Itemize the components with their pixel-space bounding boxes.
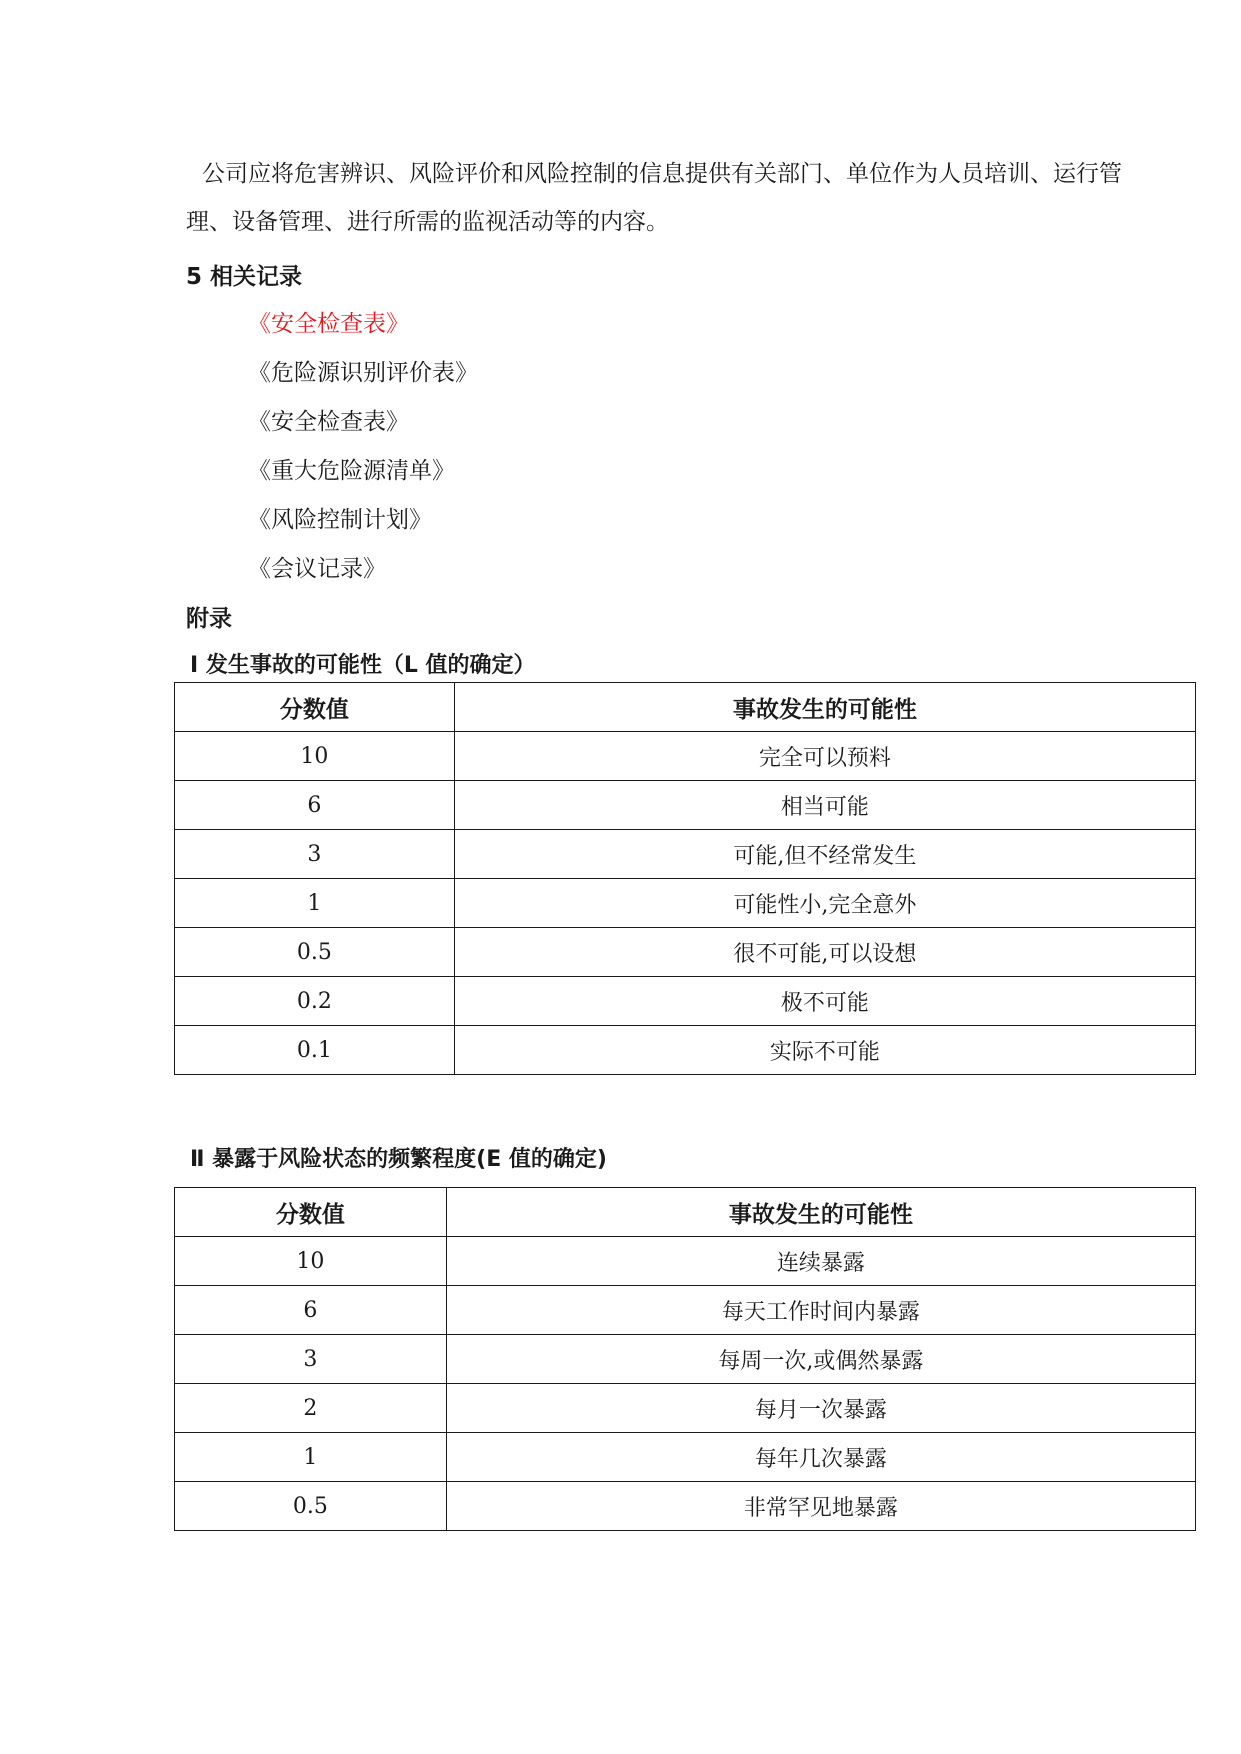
table-row <box>175 879 1196 928</box>
score-cell: 1 <box>175 879 455 928</box>
table-row <box>175 781 1196 830</box>
exposure-table <box>174 1187 1196 1531</box>
description-cell: 相当可能 <box>454 781 1195 830</box>
description-cell: 很不可能,可以设想 <box>454 928 1195 977</box>
score-cell: 6 <box>175 1286 447 1335</box>
column-header-score: 分数值 <box>175 1188 447 1237</box>
record-item: 《会议记录》 <box>248 556 386 582</box>
table-row <box>175 732 1196 781</box>
table-1-title: Ⅰ 发生事故的可能性（L 值的确定） <box>190 653 536 678</box>
table-row <box>175 1384 1196 1433</box>
column-header-score: 分数值 <box>175 683 455 732</box>
table-row <box>175 977 1196 1026</box>
description-cell: 可能,但不经常发生 <box>454 830 1195 879</box>
record-item: 《重大危险源清单》 <box>248 458 455 484</box>
score-cell: 1 <box>175 1433 447 1482</box>
table-row <box>175 1433 1196 1482</box>
intro-paragraph: 公司应将危害辨识、风险评价和风险控制的信息提供有关部门、单位作为人员培训、运行管理、设备管理、进行所需的监视活动等的内容。 <box>186 161 1122 235</box>
score-cell: 0.2 <box>175 977 455 1026</box>
description-cell: 每年几次暴露 <box>446 1433 1195 1482</box>
description-cell: 实际不可能 <box>454 1026 1195 1075</box>
description-cell: 每周一次,或偶然暴露 <box>446 1335 1195 1384</box>
score-cell: 10 <box>175 732 455 781</box>
description-cell: 非常罕见地暴露 <box>446 1482 1195 1531</box>
table-header-row <box>175 683 1196 732</box>
description-cell: 每月一次暴露 <box>446 1384 1195 1433</box>
table-row <box>175 830 1196 879</box>
score-cell: 3 <box>175 1335 447 1384</box>
table-row <box>175 1335 1196 1384</box>
column-header-description: 事故发生的可能性 <box>446 1188 1195 1237</box>
table-row <box>175 928 1196 977</box>
description-cell: 连续暴露 <box>446 1237 1195 1286</box>
score-cell: 2 <box>175 1384 447 1433</box>
table-header-row <box>175 1188 1196 1237</box>
description-cell: 完全可以预料 <box>454 732 1195 781</box>
description-cell: 可能性小,完全意外 <box>454 879 1195 928</box>
column-header-description: 事故发生的可能性 <box>454 683 1195 732</box>
likelihood-table <box>174 682 1196 1075</box>
record-item: 《安全检查表》 <box>248 311 409 337</box>
table-row <box>175 1237 1196 1286</box>
table-row <box>175 1286 1196 1335</box>
score-cell: 0.1 <box>175 1026 455 1075</box>
record-item: 《危险源识别评价表》 <box>248 360 478 386</box>
score-cell: 6 <box>175 781 455 830</box>
table-2-title: Ⅱ 暴露于风险状态的频繁程度(E 值的确定) <box>190 1147 607 1172</box>
record-item: 《安全检查表》 <box>248 409 409 435</box>
section-5-heading: 5 相关记录 <box>186 264 303 290</box>
description-cell: 每天工作时间内暴露 <box>446 1286 1195 1335</box>
table-row <box>175 1026 1196 1075</box>
appendix-heading: 附录 <box>186 606 232 632</box>
score-cell: 0.5 <box>175 1482 447 1531</box>
score-cell: 10 <box>175 1237 447 1286</box>
table-row <box>175 1482 1196 1531</box>
description-cell: 极不可能 <box>454 977 1195 1026</box>
score-cell: 3 <box>175 830 455 879</box>
score-cell: 0.5 <box>175 928 455 977</box>
record-item: 《风险控制计划》 <box>248 507 432 533</box>
